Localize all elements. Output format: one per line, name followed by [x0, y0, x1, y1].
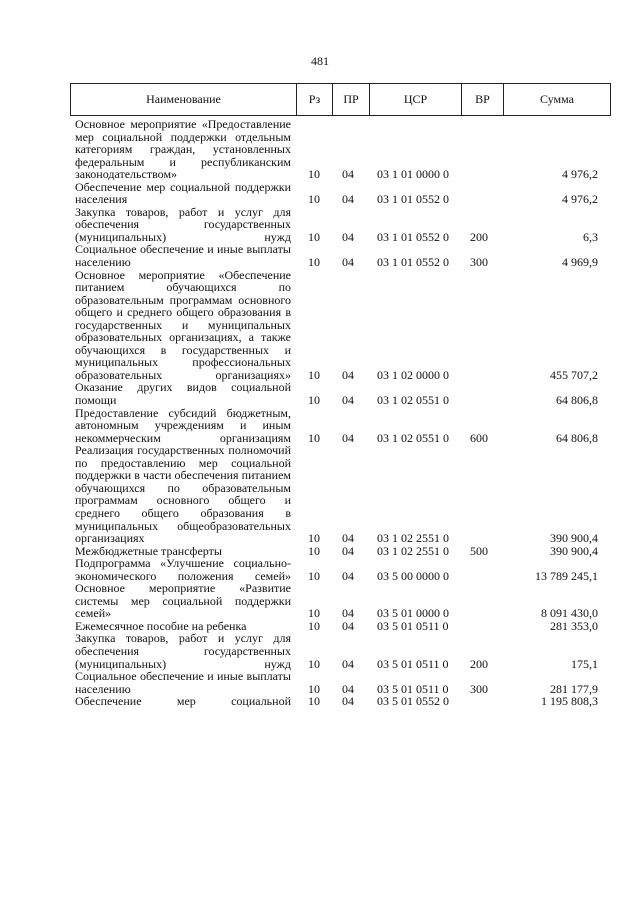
row-vr: 600	[470, 430, 488, 445]
row-csr: 03 1 02 0551 0	[377, 393, 449, 408]
row-rz: 10	[308, 656, 320, 671]
row-csr: 03 1 02 2551 0	[377, 543, 449, 558]
row-csr: 03 1 01 0552 0	[377, 255, 449, 270]
row-rz: 10	[308, 543, 320, 558]
row-rz: 10	[308, 255, 320, 270]
row-csr: 03 1 02 2551 0	[377, 531, 449, 546]
row-pr: 04	[342, 229, 354, 244]
row-pr: 04	[342, 681, 354, 696]
row-rz: 10	[308, 694, 320, 709]
row-csr: 03 5 01 0552 0	[377, 694, 449, 709]
row-vr: 500	[470, 543, 488, 558]
header-name: Наименование	[71, 84, 297, 116]
table-row	[0, 381, 640, 406]
row-pr: 04	[342, 167, 354, 182]
table-row	[0, 407, 640, 445]
row-vr: 200	[470, 229, 488, 244]
row-pr: 04	[342, 255, 354, 270]
row-sum: 6,3	[583, 229, 598, 244]
row-rz: 10	[308, 430, 320, 445]
row-sum: 1 195 808,3	[541, 694, 598, 709]
table-row	[0, 695, 640, 708]
row-sum: 281 353,0	[550, 618, 598, 633]
row-rz: 10	[308, 618, 320, 633]
row-rz: 10	[308, 531, 320, 546]
row-vr: 200	[470, 656, 488, 671]
row-pr: 04	[342, 543, 354, 558]
row-csr: 03 5 01 0511 0	[377, 681, 449, 696]
row-pr: 04	[342, 606, 354, 621]
row-rz: 10	[308, 367, 320, 382]
table-row	[0, 582, 640, 620]
row-sum: 455 707,2	[550, 367, 598, 382]
row-sum: 64 806,8	[556, 430, 598, 445]
row-pr: 04	[342, 192, 354, 207]
row-csr: 03 1 01 0552 0	[377, 192, 449, 207]
row-pr: 04	[342, 531, 354, 546]
row-vr: 300	[470, 255, 488, 270]
table-row	[0, 444, 640, 544]
row-csr: 03 1 01 0552 0	[377, 229, 449, 244]
header-vr: ВР	[462, 84, 504, 116]
table-row	[0, 206, 640, 244]
row-rz: 10	[308, 167, 320, 182]
row-pr: 04	[342, 618, 354, 633]
header-rz: Рз	[297, 84, 333, 116]
row-name: Оказание других видов социальной помощи	[75, 380, 291, 408]
row-name: Предоставление субсидий бюджетным, автономным учреждениям и иным некоммерческим организациям	[75, 405, 291, 445]
row-sum: 13 789 245,1	[535, 568, 598, 583]
row-sum: 64 806,8	[556, 393, 598, 408]
row-pr: 04	[342, 656, 354, 671]
table-row	[0, 181, 640, 206]
row-sum: 175,1	[571, 656, 598, 671]
row-name: Основное мероприятие «Развитие системы мер социальной поддержки семей»	[75, 581, 291, 621]
row-name: Ежемесячное пособие на ребенка	[75, 618, 247, 633]
row-sum: 8 091 430,0	[541, 606, 598, 621]
row-name: Реализация государственных полномочий по предоставлению мер социальной поддержки в части обеспечения питанием обучающихся по образовательным программам основного общего и среднего общего образования в муниципальных общеобразовательных организациях	[75, 443, 291, 546]
row-name: Основное мероприятие «Обеспечение питанием обучающихся по образовательным программам основного общего и среднего общего образования в государственных и муниципальных образовательных организациях, а также обучающихся в государственных и муниципальных профессиональных образовательных организациях»	[75, 267, 291, 382]
row-pr: 04	[342, 393, 354, 408]
row-csr: 03 1 02 0551 0	[377, 430, 449, 445]
table-row	[0, 118, 640, 181]
row-csr: 03 5 01 0511 0	[377, 618, 449, 633]
row-sum: 4 976,2	[562, 192, 598, 207]
header-sum: Сумма	[504, 84, 611, 116]
row-name: Межбюджетные трансферты	[75, 543, 222, 558]
header-csr: ЦСР	[370, 84, 462, 116]
row-name: Подпрограмма «Улучшение социально-экономического положения семей»	[75, 556, 291, 583]
row-sum: 281 177,9	[550, 681, 598, 696]
row-sum: 390 900,4	[550, 531, 598, 546]
row-rz: 10	[308, 393, 320, 408]
row-name: Обеспечение мер социальной	[75, 694, 291, 709]
row-rz: 10	[308, 192, 320, 207]
row-name: Закупка товаров, работ и услуг для обеспечения государственных (муниципальных) нужд	[75, 204, 291, 244]
row-csr: 03 1 01 0000 0	[377, 167, 449, 182]
page-number: 481	[311, 54, 329, 68]
row-csr: 03 5 01 0511 0	[377, 656, 449, 671]
row-name: Закупка товаров, работ и услуг для обеспечения государственных (муниципальных) нужд	[75, 631, 291, 671]
table-row	[0, 632, 640, 670]
row-name: Основное мероприятие «Предоставление мер социальной поддержки отдельным категориям граждан, установленных федеральным и республиканским законодательством»	[75, 117, 291, 182]
row-pr: 04	[342, 568, 354, 583]
header-row	[71, 84, 611, 116]
row-name: Социальное обеспечение и иные выплаты населению	[75, 669, 291, 696]
row-csr: 03 1 02 0000 0	[377, 367, 449, 382]
row-pr: 04	[342, 367, 354, 382]
table-header	[70, 83, 611, 116]
header-pr: ПР	[333, 84, 370, 116]
table-row	[0, 557, 640, 582]
row-pr: 04	[342, 694, 354, 709]
row-name: Обеспечение мер социальной поддержки населения	[75, 179, 291, 207]
table-row	[0, 243, 640, 268]
row-sum: 390 900,4	[550, 543, 598, 558]
table-body	[0, 118, 640, 708]
row-vr: 300	[470, 681, 488, 696]
row-csr: 03 5 00 0000 0	[377, 568, 449, 583]
row-sum: 4 976,2	[562, 167, 598, 182]
table-row	[0, 670, 640, 695]
table-row	[0, 269, 640, 382]
row-rz: 10	[308, 606, 320, 621]
row-rz: 10	[308, 568, 320, 583]
row-rz: 10	[308, 681, 320, 696]
row-sum: 4 969,9	[562, 255, 598, 270]
row-pr: 04	[342, 430, 354, 445]
row-csr: 03 5 01 0000 0	[377, 606, 449, 621]
row-name: Социальное обеспечение и иные выплаты населению	[75, 242, 291, 270]
row-rz: 10	[308, 229, 320, 244]
